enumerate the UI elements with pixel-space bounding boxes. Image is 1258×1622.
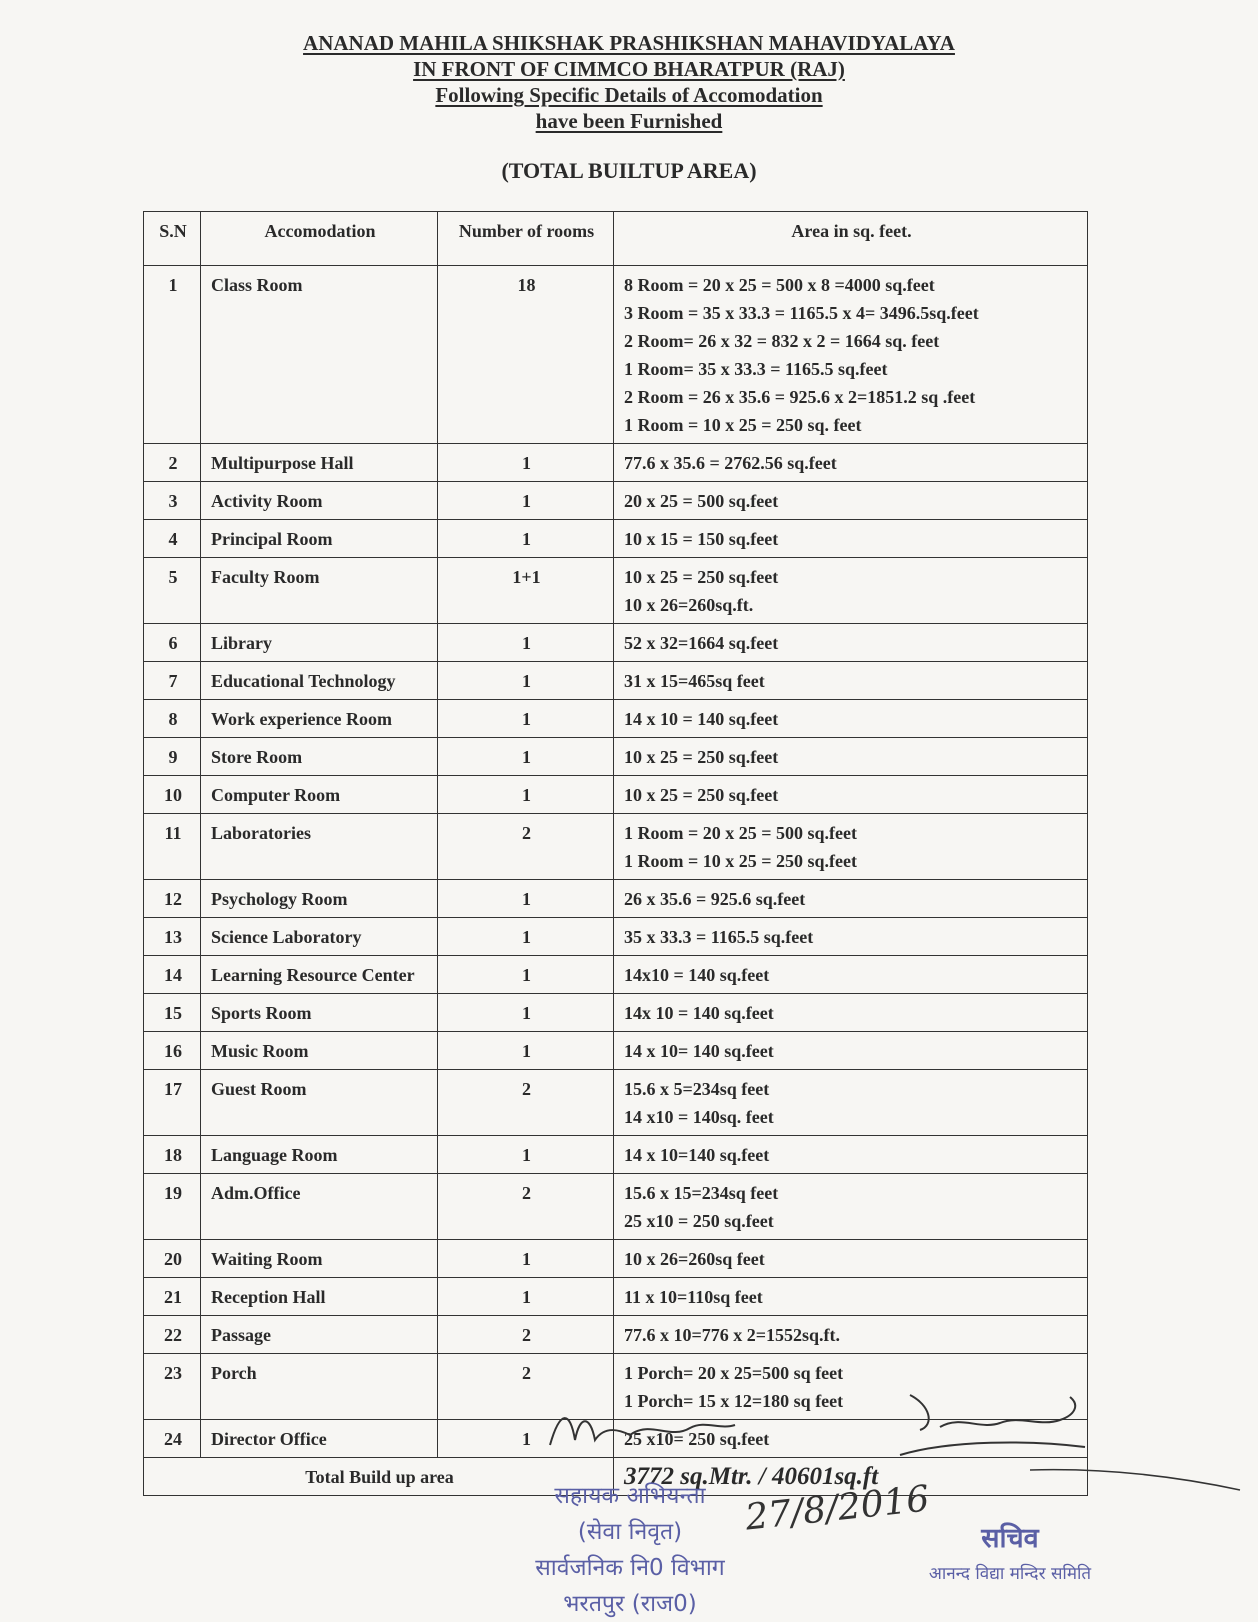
row-rooms: 1 [438,956,614,994]
row-sn: 15 [144,994,201,1032]
row-sn: 18 [144,1136,201,1174]
table-row [144,1278,1088,1316]
row-sn: 17 [144,1070,201,1136]
row-sn: 8 [144,700,201,738]
row-area [614,1174,1088,1240]
table-row [144,776,1088,814]
row-accomodation: Class Room [201,266,438,444]
stamp-left-line1: सहायक अभियन्ता [554,1483,706,1509]
institution-address: IN FRONT OF CIMMCO BHARATPUR (RAJ) [413,57,845,81]
area-line: 14x 10 = 140 sq.feet [624,1003,774,1023]
stamp-left-line4: भरतपुर (राज0) [563,1591,697,1617]
row-area [614,558,1088,624]
row-sn: 19 [144,1174,201,1240]
row-accomodation: Educational Technology [201,662,438,700]
column-header-sn: S.N [144,212,201,266]
area-line: 2 Room = 26 x 35.6 = 925.6 x 2=1851.2 sq .feet [624,387,976,407]
secretary-stamp [870,1518,1150,1584]
row-sn: 13 [144,918,201,956]
table-row [144,1032,1088,1070]
table-row [144,994,1088,1032]
row-sn: 7 [144,662,201,700]
area-line: 25 x10 = 250 sq.feet [624,1211,774,1231]
row-rooms: 1 [438,520,614,558]
row-accomodation: Library [201,624,438,662]
table-row [144,266,1088,444]
row-accomodation: Director Office [201,1420,438,1458]
area-line: 14 x10 = 140sq. feet [624,1107,774,1127]
area-line: 10 x 25 = 250 sq.feet [624,567,779,587]
row-sn: 10 [144,776,201,814]
area-line: 11 x 10=110sq feet [624,1287,763,1307]
signature-right [890,1385,1090,1465]
area-line: 10 x 26=260sq.ft. [624,595,754,615]
row-accomodation: Multipurpose Hall [201,444,438,482]
table-row [144,700,1088,738]
row-accomodation: Guest Room [201,1070,438,1136]
table-row [144,482,1088,520]
row-rooms: 1 [438,624,614,662]
column-header-accomodation: Accomodation [201,212,438,266]
row-area [614,918,1088,956]
row-sn: 24 [144,1420,201,1458]
row-accomodation: Activity Room [201,482,438,520]
row-accomodation: Passage [201,1316,438,1354]
area-line: 1 Room = 10 x 25 = 250 sq. feet [624,415,862,435]
row-area [614,776,1088,814]
row-rooms: 2 [438,1070,614,1136]
area-line: 14 x 10= 140 sq.feet [624,1041,774,1061]
row-rooms: 1 [438,738,614,776]
row-sn: 23 [144,1354,201,1420]
row-accomodation: Computer Room [201,776,438,814]
row-rooms: 1 [438,918,614,956]
table-header-row [144,212,1088,266]
row-sn: 16 [144,1032,201,1070]
stamp-left-line2: (सेवा निवृत) [577,1519,683,1545]
document-header [0,30,1258,134]
row-accomodation: Learning Resource Center [201,956,438,994]
stamp-left-line3: सार्वजनिक नि0 विभाग [535,1555,725,1581]
table-row [144,444,1088,482]
row-accomodation: Faculty Room [201,558,438,624]
total-label: Total Build up area [144,1458,614,1496]
accommodation-table [143,211,1088,1496]
row-area [614,266,1088,444]
table-row [144,880,1088,918]
area-line: 10 x 25 = 250 sq.feet [624,747,779,767]
row-rooms: 1+1 [438,558,614,624]
area-line: 1 Room= 35 x 33.3 = 1165.5 sq.feet [624,359,888,379]
area-line: 25 x10= 250 sq.feet [624,1429,770,1449]
row-rooms: 1 [438,1032,614,1070]
row-rooms: 18 [438,266,614,444]
row-area [614,482,1088,520]
row-sn: 3 [144,482,201,520]
area-line: 15.6 x 5=234sq feet [624,1079,770,1099]
column-header-area: Area in sq. feet. [614,212,1088,266]
row-accomodation: Work experience Room [201,700,438,738]
row-sn: 2 [144,444,201,482]
row-sn: 9 [144,738,201,776]
row-accomodation: Store Room [201,738,438,776]
row-area [614,1316,1088,1354]
row-rooms: 2 [438,1316,614,1354]
row-accomodation: Porch [201,1354,438,1420]
row-rooms: 1 [438,482,614,520]
row-area [614,738,1088,776]
row-accomodation: Science Laboratory [201,918,438,956]
row-area [614,662,1088,700]
row-rooms: 2 [438,814,614,880]
stamp-right-line2: आनन्द विद्या मन्दिर समिति [928,1564,1092,1584]
row-accomodation: Laboratories [201,814,438,880]
row-accomodation: Reception Hall [201,1278,438,1316]
document-subtitle: (TOTAL BUILTUP AREA) [501,158,757,183]
row-rooms: 2 [438,1354,614,1420]
institution-name: ANANAD MAHILA SHIKSHAK PRASHIKSHAN MAHAVIDYALAYA [303,31,955,55]
row-accomodation: Language Room [201,1136,438,1174]
row-rooms: 1 [438,994,614,1032]
area-line: 77.6 x 10=776 x 2=1552sq.ft. [624,1325,841,1345]
area-line: 1 Porch= 20 x 25=500 sq feet [624,1363,844,1383]
header-description-line2: have been Furnished [535,109,723,133]
row-accomodation: Principal Room [201,520,438,558]
area-line: 3 Room = 35 x 33.3 = 1165.5 x 4= 3496.5sq.feet [624,303,979,323]
table-row [144,624,1088,662]
row-rooms: 2 [438,1174,614,1240]
row-rooms: 1 [438,1136,614,1174]
row-sn: 11 [144,814,201,880]
row-area [614,880,1088,918]
row-rooms: 1 [438,700,614,738]
row-accomodation: Adm.Office [201,1174,438,1240]
signature-left [540,1400,740,1460]
row-sn: 21 [144,1278,201,1316]
row-area [614,1070,1088,1136]
row-sn: 6 [144,624,201,662]
table-row [144,1240,1088,1278]
row-area [614,624,1088,662]
row-rooms: 1 [438,776,614,814]
area-line: 1 Porch= 15 x 12=180 sq feet [624,1391,844,1411]
row-sn: 14 [144,956,201,994]
area-line: 14x10 = 140 sq.feet [624,965,770,985]
total-value: 3772 sq.Mtr. / 40601sq.ft [614,1458,1088,1496]
area-line: 1 Room = 10 x 25 = 250 sq.feet [624,851,857,871]
row-area [614,1240,1088,1278]
row-accomodation: Psychology Room [201,880,438,918]
area-line: 14 x 10=140 sq.feet [624,1145,770,1165]
row-sn: 12 [144,880,201,918]
row-area [614,994,1088,1032]
table-row [144,738,1088,776]
row-accomodation: Sports Room [201,994,438,1032]
table-row [144,918,1088,956]
row-sn: 22 [144,1316,201,1354]
table-row [144,1316,1088,1354]
table-row [144,956,1088,994]
area-line: 10 x 25 = 250 sq.feet [624,785,779,805]
row-accomodation: Waiting Room [201,1240,438,1278]
table-row [144,814,1088,880]
area-line: 35 x 33.3 = 1165.5 sq.feet [624,927,814,947]
area-line: 2 Room= 26 x 32 = 832 x 2 = 1664 sq. feet [624,331,940,351]
area-line: 31 x 15=465sq feet [624,671,765,691]
row-rooms: 1 [438,880,614,918]
table-body [144,266,1088,1458]
area-line: 26 x 35.6 = 925.6 sq.feet [624,889,806,909]
table-row [144,520,1088,558]
row-rooms: 1 [438,444,614,482]
area-line: 10 x 15 = 150 sq.feet [624,529,779,549]
area-line: 14 x 10 = 140 sq.feet [624,709,779,729]
row-accomodation: Music Room [201,1032,438,1070]
row-area [614,956,1088,994]
row-area [614,520,1088,558]
area-line: 15.6 x 15=234sq feet [624,1183,779,1203]
area-line: 77.6 x 35.6 = 2762.56 sq.feet [624,453,837,473]
row-rooms: 1 [438,1420,614,1458]
row-rooms: 1 [438,1240,614,1278]
engineer-stamp [510,1478,750,1622]
area-line: 1 Room = 20 x 25 = 500 sq.feet [624,823,857,843]
row-area [614,444,1088,482]
row-area [614,700,1088,738]
table-row [144,1174,1088,1240]
row-area [614,814,1088,880]
row-area [614,1278,1088,1316]
row-sn: 1 [144,266,201,444]
row-rooms: 1 [438,662,614,700]
table-row [144,558,1088,624]
row-sn: 20 [144,1240,201,1278]
stamp-right-line1: सचिव [981,1523,1039,1554]
row-rooms: 1 [438,1278,614,1316]
table-row [144,662,1088,700]
handwritten-date: 27/8/2016 [743,1478,932,1539]
column-header-rooms: Number of rooms [438,212,614,266]
row-sn: 4 [144,520,201,558]
area-line: 10 x 26=260sq feet [624,1249,765,1269]
header-description-line1: Following Specific Details of Accomodation [435,83,823,107]
area-line: 20 x 25 = 500 sq.feet [624,491,779,511]
table-row [144,1136,1088,1174]
area-line: 8 Room = 20 x 25 = 500 x 8 =4000 sq.feet [624,275,935,295]
area-line: 52 x 32=1664 sq.feet [624,633,779,653]
row-area [614,1136,1088,1174]
row-area [614,1032,1088,1070]
row-sn: 5 [144,558,201,624]
table-row [144,1070,1088,1136]
